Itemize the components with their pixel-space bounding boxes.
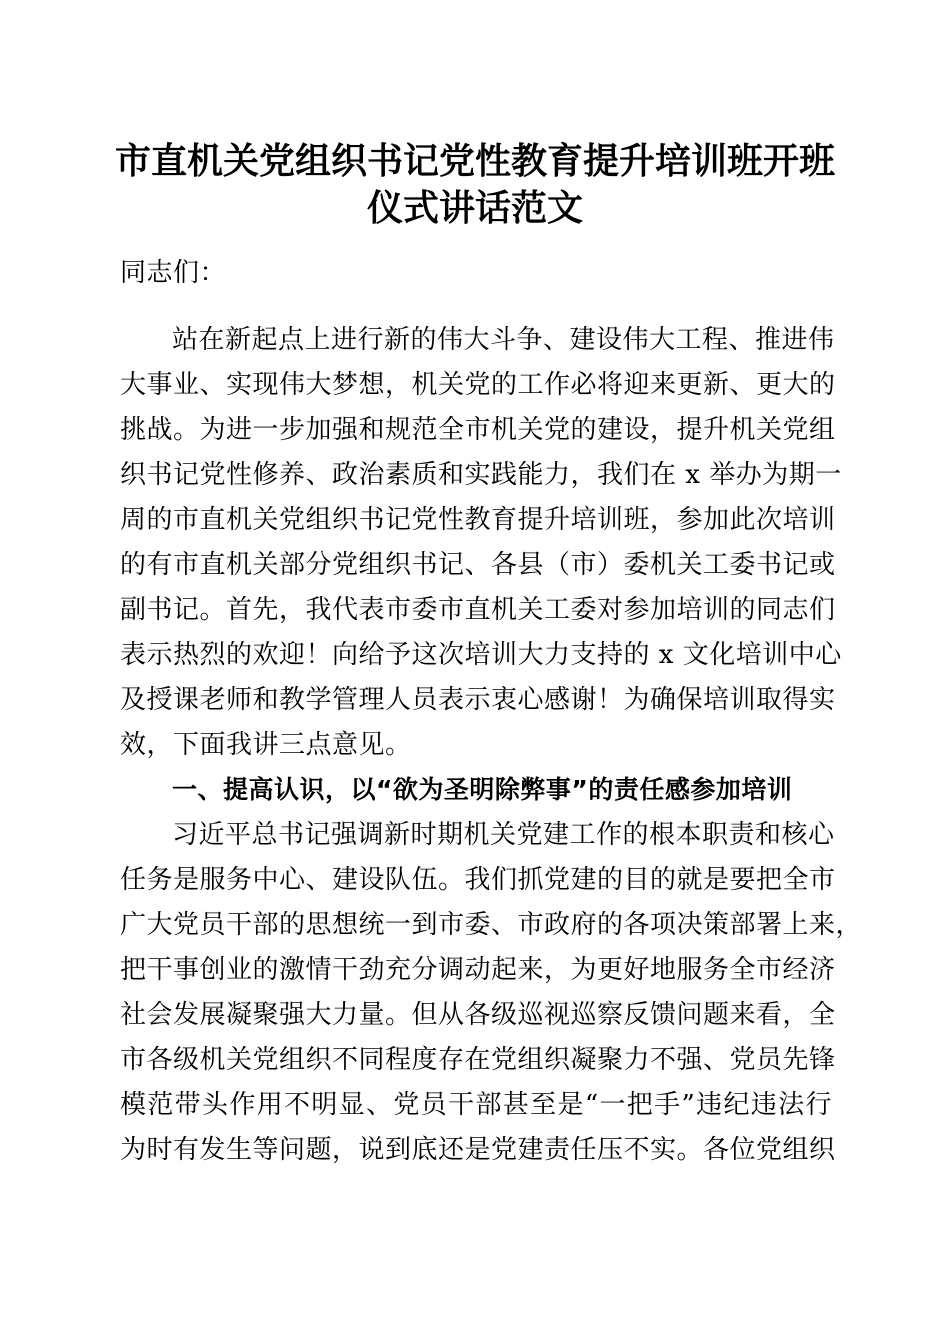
paragraph2-line: 社会发展凝聚强大力量。但从各级巡视巡察反馈问题来看，全: [120, 1000, 836, 1030]
paragraph1-line: 大事业、实现伟大梦想，机关党的工作必将迎来更新、更大的: [120, 370, 836, 400]
paragraph1-line: 效，下面我讲三点意见。: [120, 730, 412, 760]
paragraph2-line: 为时有发生等问题，说到底还是党建责任压不实。各位党组织: [120, 1135, 836, 1165]
paragraph2-line: 广大党员干部的思想统一到市委、市政府的各项决策部署上来，: [120, 910, 863, 940]
paragraph1-line: 的有市直机关部分党组织书记、各县（市）委机关工委书记或: [120, 550, 836, 580]
paragraph1-line: 挑战。为进一步加强和规范全市机关党的建设，提升机关党组: [120, 415, 836, 445]
paragraph2-line: 模范带头作用不明显、党员干部甚至是“一把手”违纪违法行: [120, 1090, 832, 1120]
paragraph1-line: 周的市直机关党组织书记党性教育提升培训班，参加此次培训: [120, 505, 836, 535]
paragraph1-line: 及授课老师和教学管理人员表示衷心感谢！为确保培训取得实: [120, 685, 836, 715]
section1-heading: 一、提高认识，以“欲为圣明除弊事”的责任感参加培训: [172, 775, 793, 804]
paragraph2-line: 市各级机关党组织不同程度存在党组织凝聚力不强、党员先锋: [120, 1045, 836, 1075]
paragraph1-line: 织书记党性修养、政治素质和实践能力，我们在 x 举办为期一: [120, 460, 842, 490]
paragraph1-line: 表示热烈的欢迎！向给予这次培训大力支持的 x 文化培训中心: [120, 640, 842, 670]
paragraph2-line: 任务是服务中心、建设队伍。我们抓党建的目的就是要把全市: [120, 865, 836, 895]
document-title-line-1: 市直机关党组织书记党性教育提升培训班开班: [114, 140, 835, 182]
paragraph2-line: 把干事创业的激情干劲充分调动起来，为更好地服务全市经济: [120, 955, 836, 985]
paragraph1-line: 副书记。首先，我代表市委市直机关工委对参加培训的同志们: [120, 595, 836, 625]
paragraph2-line: 习近平总书记强调新时期机关党建工作的根本职责和核心: [172, 820, 835, 850]
salutation: 同志们：: [120, 258, 227, 288]
document-title-line-2: 仪式讲话范文: [366, 187, 583, 229]
paragraph1-line: 站在新起点上进行新的伟大斗争、建设伟大工程、推进伟: [172, 325, 835, 355]
